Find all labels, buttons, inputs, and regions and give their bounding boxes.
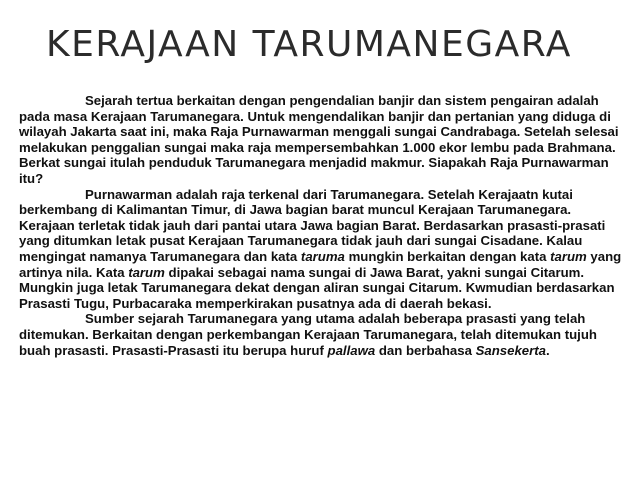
slide-title: KERAJAAN TARUMANEGARA [46, 24, 572, 65]
paragraph-3 [19, 311, 622, 358]
paragraph-text: Sumber sejarah Tarumanegara yang utama adalah beberapa prasasti yang telah ditemukan. Berkaitan dengan perkembangan Kerajaan Tarumanegara, telah ditemukan tujuh buah prasasti. Prasasti-Prasasti itu berupa huruf [19, 311, 597, 358]
slide-body [19, 93, 622, 358]
italic-term: taruma [300, 248, 345, 264]
paragraph-text: mungkin berkaitan dengan kata [344, 248, 551, 264]
paragraph-text: Sejarah tertua berkaitan dengan pengendalian banjir dan sistem pengairan adalah pada masa Kerajaan Tarumanegara. Untuk mengendalikan banjir dan pertanian yang diduga di wilayah Jakarta saat ini, maka Raja Purnawarman menggali sungai Candrabaga. Setelah selesai melakukan penggalian sungai maka raja mempersembahkan 1.000 ekor lembu pada Brahmana. Berkat sungai itulah penduduk Tarumanegara menjadid makmur. Siapakah Raja Purnawarman itu? [19, 93, 619, 186]
paragraph-text: dan berbahasa [375, 342, 476, 358]
paragraph-text: Purnawarman adalah raja terkenal dari Tarumanegara. Setelah Kerajaatn kutai berkembang di Kalimantan Timur, di Jawa bagian barat muncul Kerajaan Tarumanegara. Kerajaan terletak tidak jauh dari pantai utara Jawa bagian Barat. Berdasarkan prasasti-prasati yang ditumkan letak pusat Kerajaan Tarumanegara tidak jauh dari sungai Cisadane. Kalau mengingat namanya Tarumanegara dan kata [19, 186, 606, 264]
italic-term: tarum [128, 264, 165, 280]
italic-term: tarum [550, 248, 587, 264]
paragraph-text: dipakai sebagai nama sungai di Jawa Barat, yakni sungai Citarum. Mungkin juga letak Tarumanegara dekat dengan aliran sungai Citarum. Kwmudian berdasarkan Prasasti Tugu, Purbacaraka memperkirakan pusatnya ada di daerah bekasi. [19, 264, 615, 311]
paragraph-1 [19, 93, 622, 187]
paragraph-text: yang artinya nila. Kata [19, 248, 622, 280]
italic-term: Sansekerta [475, 342, 546, 358]
paragraph-text: . [546, 342, 550, 358]
paragraph-2 [19, 187, 622, 312]
italic-term: pallawa [327, 342, 376, 358]
